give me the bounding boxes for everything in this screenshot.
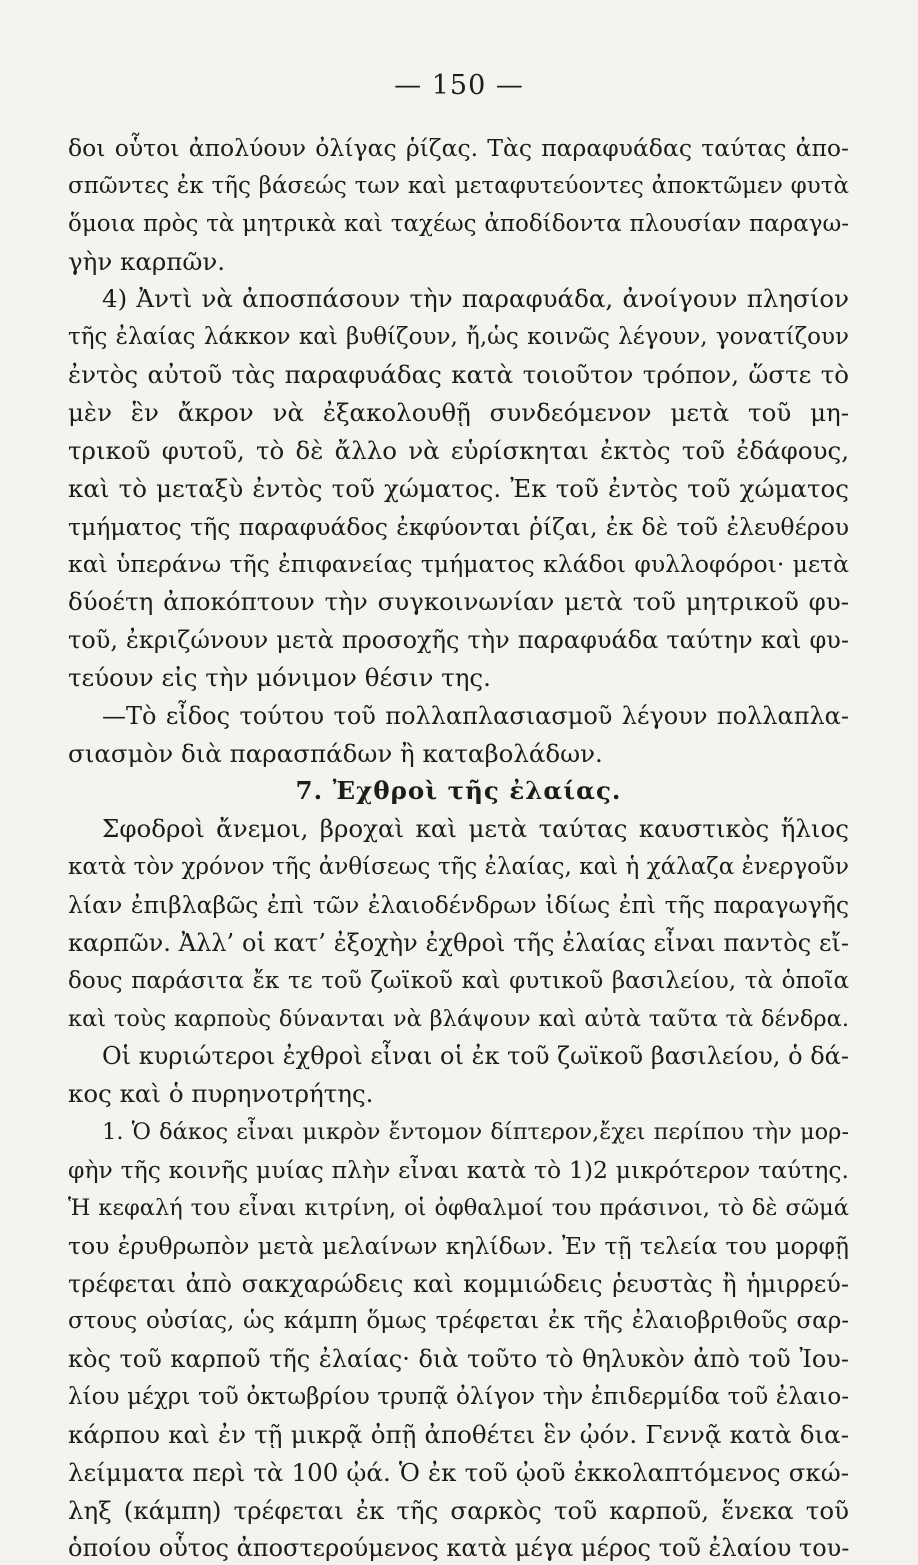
text-line: Ἡ κεφαλή του εἶναι κιτρίνη, οἱ ὀφθαλμοί του πράσινοι, τὸ δὲ σῶμά — [68, 1194, 849, 1221]
text-line: λείμματα περὶ τὰ 100 ᾠά. Ὁ ἐκ τοῦ ᾠοῦ ἐκκολαπτόμενος σκώ- — [68, 1457, 849, 1487]
text-line: λίαν ἐπιβλαβῶς ἐπὶ τῶν ἐλαιοδένδρων ἰδίως ἐπὶ τῆς παραγωγῆς — [68, 891, 849, 919]
text-line: τεύουν εἰς τὴν μόνιμον θέσιν της. — [68, 662, 491, 692]
text-line: δους παράσιτα ἔκ τε τοῦ ζωϊκοῦ καὶ φυτικοῦ βασιλείου, τὰ ὁποῖα — [68, 967, 849, 994]
text-line: τρικοῦ φυτοῦ, τὸ δὲ ἄλλο νὰ εὑρίσκηται ἐκτὸς τοῦ ἐδάφους, — [68, 435, 849, 465]
text-line: καὶ ὑπεράνω τῆς ἐπιφανείας τμήματος κλάδοι φυλλοφόροι· μετὰ — [68, 550, 849, 579]
text-line: σπῶντες ἐκ τῆς βάσεώς των καὶ μεταφυτεύοντες ἀποκτῶμεν φυτὰ — [68, 172, 849, 199]
text-line: ἐντὸς αὐτοῦ τὰς παραφυάδας κατὰ τοιοῦτον τρόπον, ὥστε τὸ — [68, 360, 849, 390]
text-line: καὶ τὸ μεταξὺ ἐντὸς τοῦ χώματος. Ἐκ τοῦ ἐντὸς τοῦ χώματος — [68, 473, 849, 503]
text-line: καρπῶν. Ἀλλ’ οἱ κατ’ ἐξοχὴν ἐχθροὶ τῆς ἐλαίας εἶναι παντὸς εἴ- — [68, 928, 849, 957]
text-line: 4) Ἀντὶ νὰ ἀποσπάσουν τὴν παραφυάδα, ἀνοίγουν πλησίον — [102, 284, 849, 314]
text-line: 1. Ὁ δάκος εἶναι μικρὸν ἔντομον δίπτερον,ἔχει περίπου τὴν μορ- — [102, 1119, 849, 1146]
text-line: κος καὶ ὁ πυρηνοτρήτης. — [68, 1079, 374, 1109]
text-line: κατὰ τὸν χρόνον τῆς ἀνθίσεως τῆς ἐλαίας, καὶ ἡ χάλαζα ἐνεργοῦν — [68, 854, 849, 881]
text-line: τῆς ἐλαίας λάκκον καὶ βυθίζουν, ἤ,ὡς κοινῶς λέγουν, γονατίζουν — [68, 324, 849, 351]
text-line: λίου μέχρι τοῦ ὀκτωβρίου τρυπᾷ ὀλίγον τὴν ἐπιδερμίδα τοῦ ἐλαιο- — [68, 1384, 849, 1411]
section-heading: 7. Ἐχθροὶ τῆς ἐλαίας. — [295, 776, 622, 806]
text-line: του ἐρυθρωπὸν μετὰ μελαίνων κηλίδων. Ἐν τῇ τελεία του μορφῇ — [68, 1231, 849, 1260]
text-line: κὸς τοῦ καρποῦ τῆς ἐλαίας· διὰ τοῦτο τὸ θηλυκὸν ἀπὸ τοῦ Ἰου- — [68, 1345, 849, 1374]
text-line: μὲν ἓν ἄκρον νὰ ἐξακολουθῇ συνδεόμενον μετὰ τοῦ μη- — [68, 397, 849, 427]
text-line: ληξ (κάμπη) τρέφεται ἐκ τῆς σαρκὸς τοῦ καρποῦ, ἕνεκα τοῦ — [68, 1495, 849, 1525]
text-line: —Τὸ εἶδος τούτου τοῦ πολλαπλασιασμοῦ λέγουν πολλαπλα- — [102, 701, 849, 730]
text-line: Οἱ κυριώτεροι ἐχθροὶ εἶναι οἱ ἐκ τοῦ ζωϊκοῦ βασιλείου, ὁ δά- — [102, 1042, 849, 1071]
text-line: στους οὐσίας, ὡς κάμπη ὅμως τρέφεται ἐκ τῆς ἐλαιοβριθοῦς σαρ- — [68, 1308, 849, 1335]
text-line: φὴν τῆς κοινῆς μυίας πλὴν εἶναι κατὰ τὸ 1)2 μικρότερον ταύτης. — [68, 1155, 849, 1184]
text-line: τρέφεται ἀπὸ σακχαρώδεις καὶ κομμιώδεις ῥευστὰς ἢ ἡμιρρεύ- — [68, 1269, 849, 1298]
text-line: δοι οὗτοι ἀπολύουν ὀλίγας ῥίζας. Τὰς παραφυάδας ταύτας ἀπο- — [68, 134, 849, 162]
text-line: τοῦ, ἐκριζώνουν μετὰ προσοχῆς τὴν παραφυάδα ταύτην καὶ φυ- — [68, 626, 849, 655]
text-line: ὁποίου οὗτος ἀποστερούμενος κατὰ μέγα μέρος τοῦ ἐλαίου του- — [68, 1534, 850, 1563]
text-line: τμήματος τῆς παραφυάδος ἐκφύονται ῥίζαι, ἐκ δὲ τοῦ ἐλευθέρου — [68, 512, 849, 541]
text-line: ὅμοια πρὸς τὰ μητρικὰ καὶ ταχέως ἀποδίδοντα πλουσίαν παραγω- — [68, 210, 849, 237]
text-line: Σφοδροὶ ἄνεμοι, βροχαὶ καὶ μετὰ ταύτας καυστικὸς ἥλιος — [102, 814, 849, 844]
text-line: γὴν καρπῶν. — [68, 246, 226, 276]
page-number: — 150 — — [394, 70, 524, 101]
text-line: δύοέτη ἀποκόπτουν τὴν συγκοινωνίαν μετὰ τοῦ μητρικοῦ φυ- — [68, 587, 849, 617]
text-line: καὶ τοὺς καρποὺς δύνανται νὰ βλάψουν καὶ αὐτὰ ταῦτα τὰ δένδρα. — [68, 1005, 849, 1032]
text-line: σιασμὸν διὰ παρασπάδων ἢ καταβολάδων. — [68, 738, 603, 768]
text-line: κάρπου καὶ ἐν τῇ μικρᾷ ὀπῇ ἀποθέτει ἓν ᾠόν. Γεννᾷ κατὰ δια- — [68, 1419, 849, 1449]
